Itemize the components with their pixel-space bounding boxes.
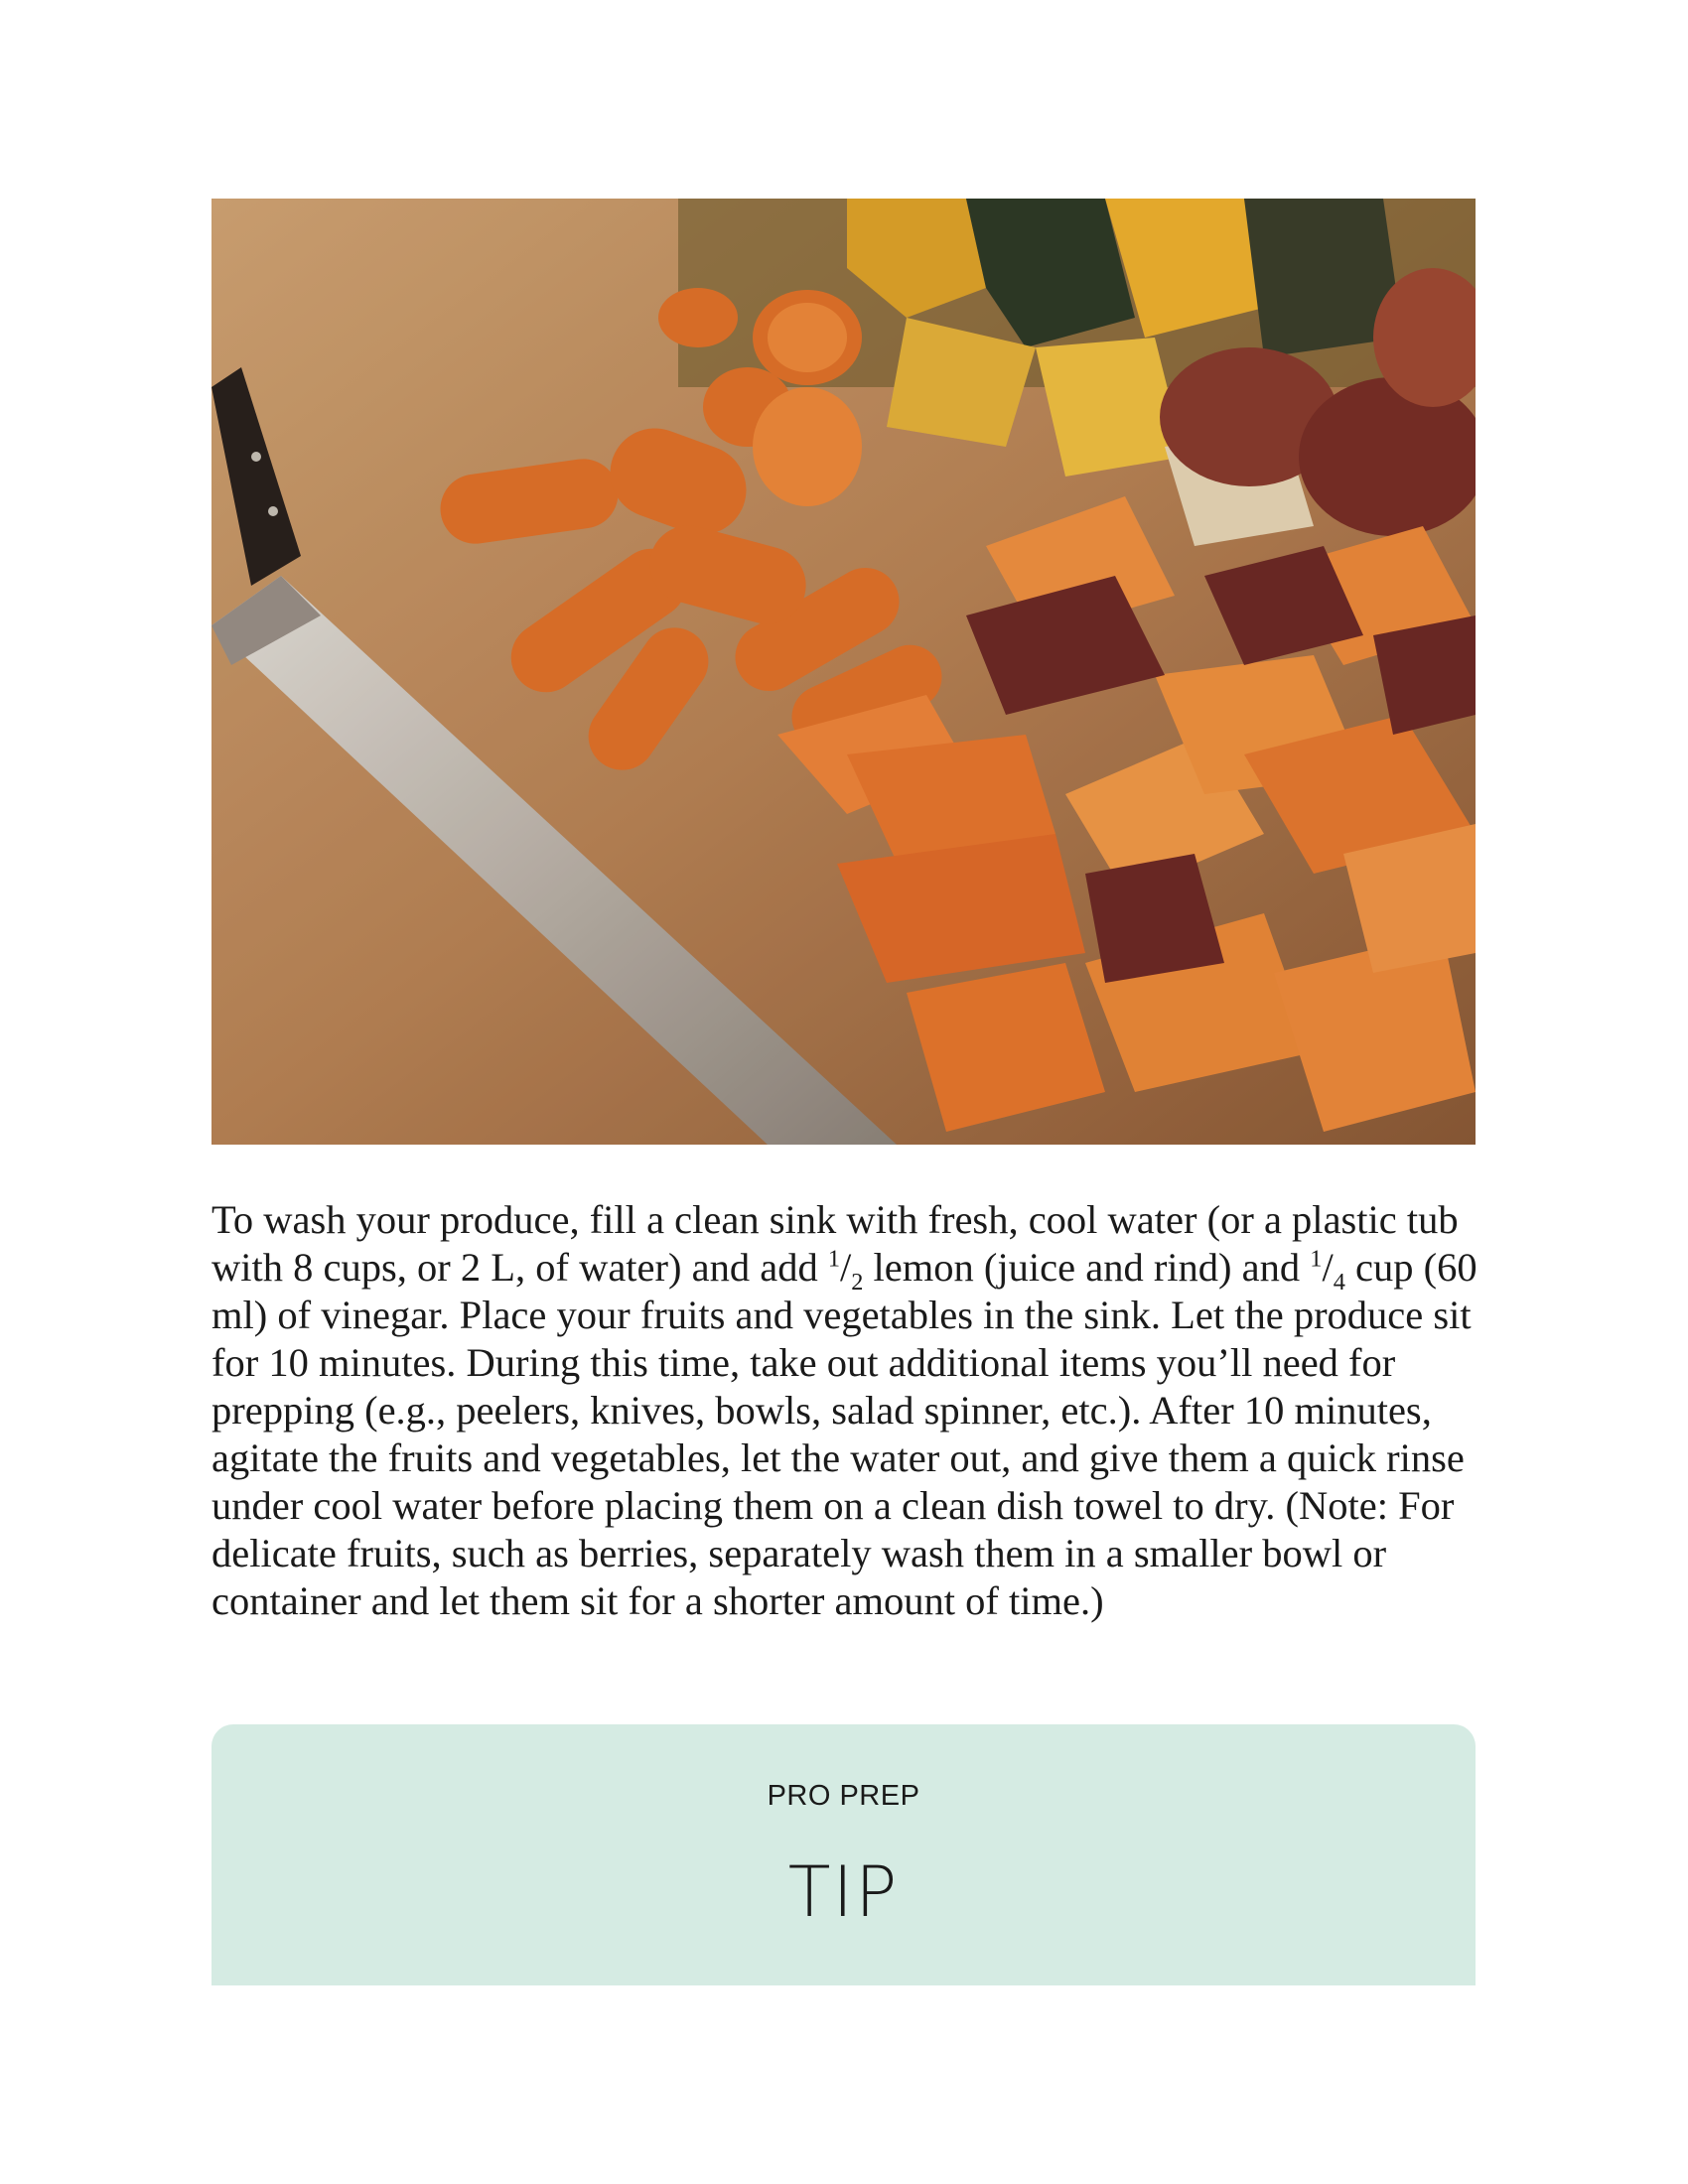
- fraction-one-half: $^1/_2$: [827, 1245, 864, 1297]
- tip-kicker: PRO PREP: [767, 1780, 920, 1812]
- paragraph-text-part1: To wash your produce, fill a clean sink with fresh, cool water (or a plastic tub with 8 cups, or 2 L, of water) and add: [211, 1197, 1459, 1290]
- tip-title: TIP: [787, 1851, 900, 1933]
- pro-prep-tip-box: [211, 1724, 1476, 1985]
- paragraph-text-part3: cup (60 ml) of vinegar. Place your fruits and vegetables in the sink. Let the produce sit for 10 minutes. During this time, take out additional items you’ll need for prepping (e.g., peelers, knives, bowls, salad spinner, etc.). After 10 minutes, agitate the fruits and vegetables, let the water out, and give them a quick rinse under cool water before placing them on a clean dish towel to dry. (Note: For delicate fruits, such as berries, separately wash them in a smaller bowl or container and let them sit for a shorter amount of time.): [211, 1245, 1477, 1623]
- wash-instructions-paragraph: [211, 1196, 1482, 1625]
- fraction-one-quarter: $^1/_4$: [1310, 1245, 1345, 1297]
- produce-illustration: [211, 199, 1476, 1145]
- paragraph-text-part2: lemon (juice and rind) and: [863, 1245, 1311, 1290]
- produce-photo: [211, 199, 1476, 1145]
